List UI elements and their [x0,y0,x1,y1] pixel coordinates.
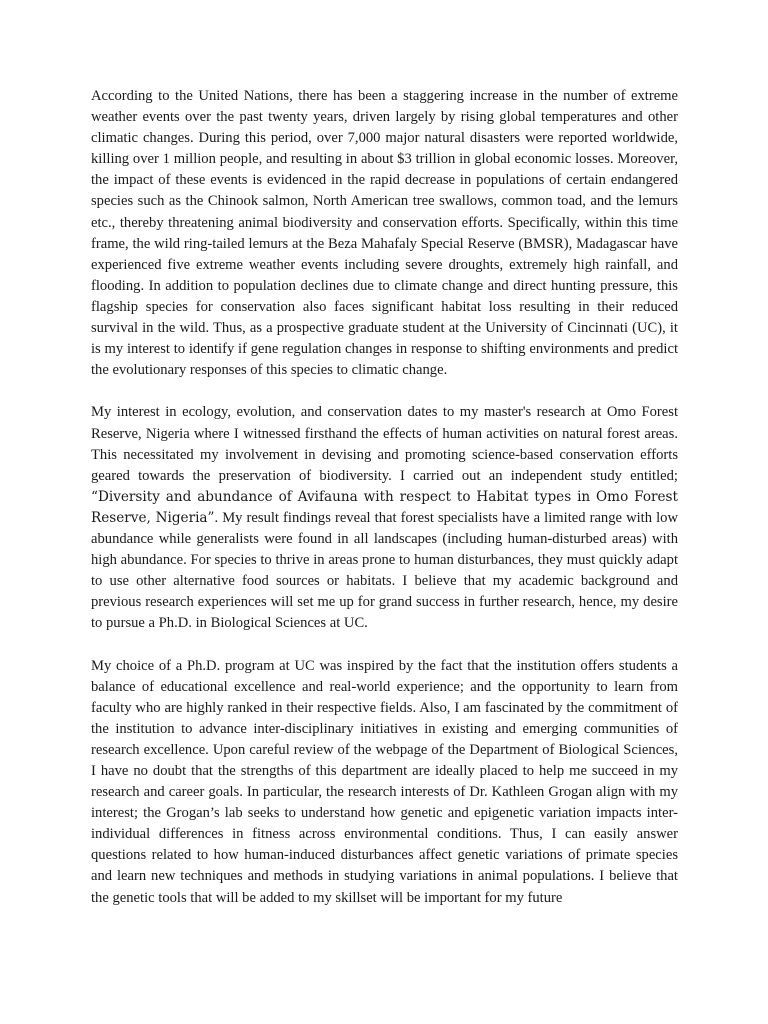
paragraph-research-background-lead: My interest in ecology, evolution, and conservation dates to my master's research at Omo Forest Reserve, Nigeria where I witnessed firsthand the effects of human activities on natural forest areas. This necessitated my involvement in devising and promoting science-based conservation efforts geared towards the preservation of biodiversity. I carried out an independent study entitled; [91,404,678,484]
paragraph-research-background [91,402,678,634]
paragraph-research-background-rest: . My result findings reveal that forest specialists have a limited range with low abundance while generalists were found in all landscapes (including human-disturbed areas) with high abundance. For species to thrive in areas prone to human disturbances, they must quickly adapt to use other alternative food sources or habitats. I believe that my academic background and previous research experiences will set me up for grand success in further research, hence, my desire to pursue a Ph.D. in Biological Sciences at UC. [91,509,678,632]
paragraph-program-choice: My choice of a Ph.D. program at UC was inspired by the fact that the institution offers students a balance of educational excellence and real-world experience; and the opportunity to learn from faculty who are highly ranked in their respective fields. Also, I am fascinated by the commitment of the institution to advance inter-disciplinary initiatives in existing and emerging communities of research excellence. Upon careful review of the webpage of the Department of Biological Sciences, I have no doubt that the strengths of this department are ideally placed to help me succeed in my research and career goals. In particular, the research interests of Dr. Kathleen Grogan align with my interest; the Grogan’s lab seeks to understand how genetic and epigenetic variation impacts inter-individual differences in fitness across environmental conditions. Thus, I can easily answer questions related to how human-induced disturbances affect genetic variations of primate species and learn new techniques and methods in studying variations in animal populations. I believe that the genetic tools that will be added to my skillset will be important for my future [91,657,678,906]
paragraph-climate-intro: According to the United Nations, there has been a staggering increase in the number of extreme weather events over the past twenty years, driven largely by rising global temperatures and other climatic changes. During this period, over 7,000 major natural disasters were reported worldwide, killing over 1 million people, and resulting in about $3 trillion in global economic losses. Moreover, the impact of these events is evidenced in the rapid decrease in populations of certain endangered species such as the Chinook salmon, North American tree swallows, common toad, and the lemurs etc., thereby threatening animal biodiversity and conservation efforts. Specifically, within this time frame, the wild ring-tailed lemurs at the Beza Mahafaly Special Reserve (BMSR), Madagascar have experienced five extreme weather events including severe droughts, extremely high rainfall, and flooding. In addition to population declines due to climate change and direct hunting pressure, this flagship species for conservation also faces significant habitat loss resulting in their reduced survival in the wild. Thus, as a prospective graduate student at the University of Cincinnati (UC), it is my interest to identify if gene regulation changes in response to shifting environments and predict the evolutionary responses of this species to climatic change. [91,88,678,379]
study-title: “Diversity and abundance of Avifauna with respect to Habitat types in Omo Forest Reserve, Nigeria” [91,488,678,526]
document-body [91,86,678,909]
